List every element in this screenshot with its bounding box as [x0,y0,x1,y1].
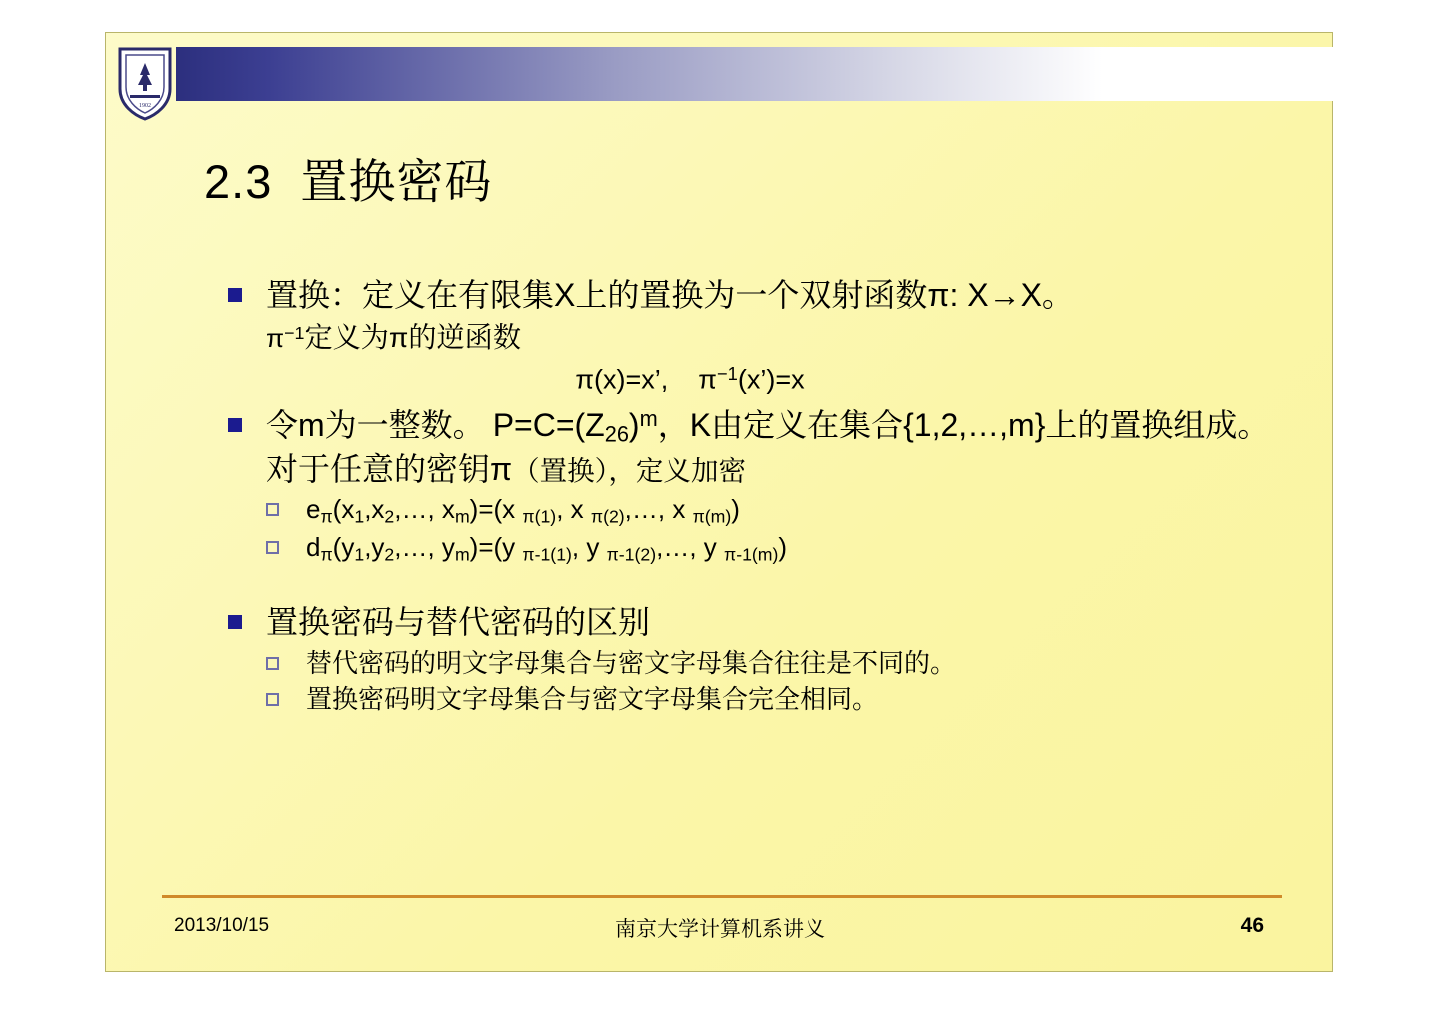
page-title [204,145,492,212]
svg-text:1902: 1902 [139,103,151,109]
hollow-square-bullet-icon [266,541,279,554]
university-crest-icon [114,43,176,123]
bullet-text: 令m为一整数。 $P=C=(Z_{26})^m$，K由定义在集合{1,2,…,m}上的置换组成。对于任意的密钥π（置换），定义加密 [266,406,1270,487]
footer-date: 2013/10/15 [174,915,270,936]
bullet-text: 替代密码的明文字母集合与密文字母集合往往是不同的。 [306,649,957,679]
bullet-level2 [210,647,1290,681]
bullet-text: $d_\pi(y_1,y_2,\dots$, $y_m)=(y$ $_{\pi-1(1)}$, y $_{\pi-1(2)}$,…, y $_{\pi-1(m)}$) [306,531,788,565]
bullet-level2 [210,683,1290,717]
slide-content [210,275,1290,719]
page-title-number: 2.3 [204,155,273,208]
square-bullet-icon [228,615,242,629]
header-banner-fade [1156,47,1336,101]
bullet-level1 [210,275,1290,357]
footer-center-text: 南京大学计算机系讲义 [615,917,825,941]
footer-divider [162,895,1282,898]
bullet-text: $e_\pi(x_1,x_2,\dots$, $x_m)=(x$ $_{\pi(1)}$, x $_{\pi(2)}$,…, x $_{\pi(m)}$) [306,494,740,527]
bullet-text: 置换密码与替代密码的区别 [266,604,651,641]
content-spacer [210,568,1290,602]
slide [105,32,1333,972]
bullet-level2 [210,493,1290,528]
bullet-level1 [210,602,1290,643]
footer-page-number: 46 [1240,914,1264,937]
bullet-text: 置换：定义在有限集X上的置换为一个双射函数π: X→X。 $\pi^{-1}$定义为π的逆函数 [266,277,1074,354]
bullet-level2 [210,531,1290,566]
hollow-square-bullet-icon [266,657,279,670]
page-title-text: 置换密码 [300,155,493,208]
square-bullet-icon [228,288,242,302]
bullet-level1 [210,405,1290,489]
slide-footer [106,905,1334,955]
hollow-square-bullet-icon [266,503,279,516]
bullet-text: 置换密码明文字母集合与密文字母集合完全相同。 [306,685,879,715]
formula-line: π(x)=x’, $\pi^{-1}(x’)=x$ [575,362,805,395]
hollow-square-bullet-icon [266,693,279,706]
square-bullet-icon [228,418,242,432]
